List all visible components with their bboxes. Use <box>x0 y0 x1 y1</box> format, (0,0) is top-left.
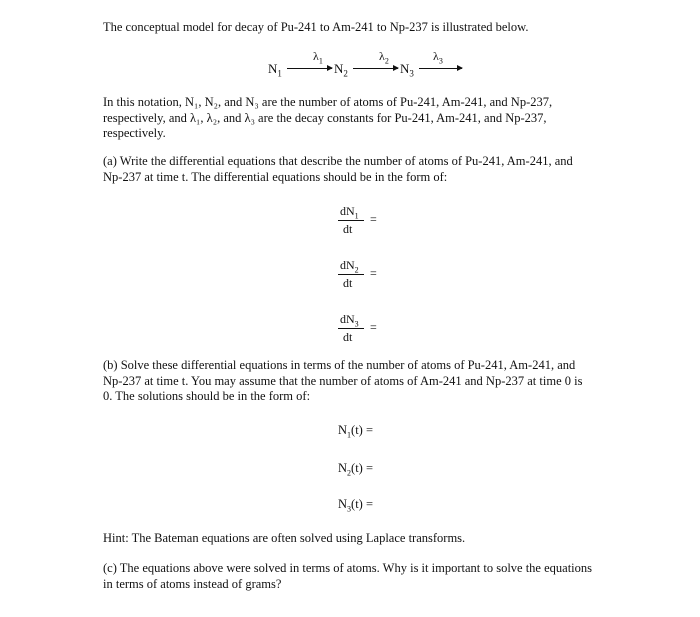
chain-lambda-1: $\lambda_1$ <box>313 49 323 66</box>
chain-arrow-2 <box>353 68 398 69</box>
chain-lambda-3: $\lambda_3$ <box>433 49 443 66</box>
solution-n2-t: $N_2(t)$ = <box>338 461 374 478</box>
part-b-question: (b) Solve these differential equations in terms of the number of atoms of Pu-241, Am-241, and Np-237 at time t. You may assume that the number of atoms of Am-241 and Np-237 at time 0 is 0. The solutions should be in the form of: <box>103 358 583 403</box>
intro-text: The conceptual model for decay of Pu-241 to Am-241 to Np-237 is illustrated below. <box>103 20 529 34</box>
derivative-dn2-dt: $dN_2$ dt = <box>340 258 377 290</box>
notation-paragraph: In this notation, N₁, N₂, and N₃ are the number of atoms of Pu-241, Am-241, and Np-237, respectively, and λ₁, λ₂, and λ₃ are the decay constants for Pu-241, Am-241, and Np-237, respectively. <box>103 95 553 140</box>
hint-text: Hint: The Bateman equations are often solved using Laplace transforms. <box>103 531 466 545</box>
solution-n3-t: $N_3(t)$ = <box>338 497 374 514</box>
chain-node-n3: $N_3$ <box>400 61 414 79</box>
chain-node-n2: $N_2$ <box>334 61 348 79</box>
derivative-dn1-dt: $dN_1$ dt = <box>340 204 377 236</box>
part-c-question: (c) The equations above were solved in terms of atoms. Why is it important to solve the equations in terms of atoms instead of grams? <box>103 561 593 591</box>
chain-arrow-1 <box>287 68 332 69</box>
chain-node-n1: $N_1$ <box>268 61 282 79</box>
derivative-dn3-dt: $dN_3$ dt = <box>340 312 377 344</box>
part-a-question: (a) Write the differential equations that describe the number of atoms of Pu-241, Am-241, and Np-237 at time t. The differential equations should be in the form of: <box>103 154 573 184</box>
solution-n1-t: $N_1(t)$ = <box>338 423 374 440</box>
chain-lambda-2: $\lambda_2$ <box>379 49 389 66</box>
chain-arrow-3 <box>419 68 462 69</box>
decay-chain-diagram <box>268 46 488 80</box>
